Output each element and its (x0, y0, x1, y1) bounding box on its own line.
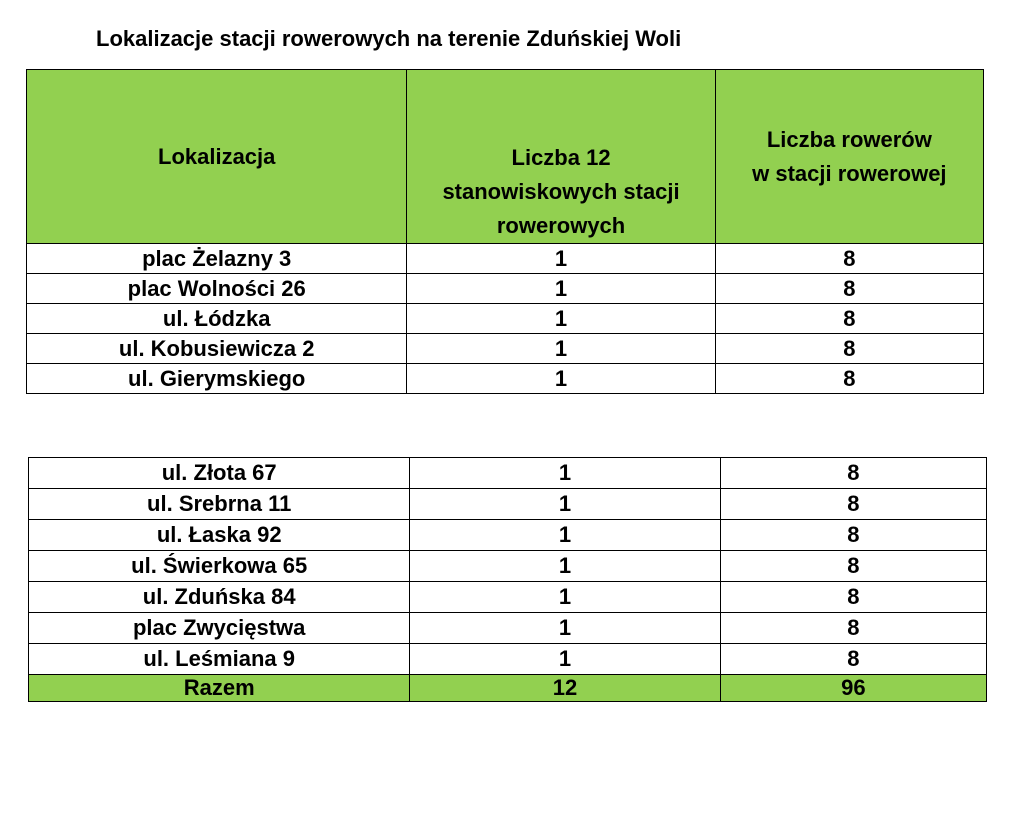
cell-stations: 1 (407, 244, 715, 274)
table-header-row (27, 70, 984, 244)
header-stations-line2: stanowiskowych stacji (442, 179, 680, 204)
cell-bikes: 8 (715, 274, 983, 304)
cell-bikes: 8 (720, 458, 986, 489)
cell-bikes: 8 (715, 334, 983, 364)
cell-stations: 1 (407, 334, 715, 364)
cell-bikes: 8 (720, 613, 986, 644)
cell-bikes: 8 (715, 364, 983, 394)
table-row (27, 274, 984, 304)
cell-bikes: 8 (720, 644, 986, 675)
cell-bikes: 8 (720, 520, 986, 551)
total-stations: 12 (410, 675, 720, 702)
table-row (29, 489, 987, 520)
total-label: Razem (29, 675, 410, 702)
stations-table-bottom (28, 457, 987, 702)
header-location (27, 70, 407, 244)
table-row (29, 520, 987, 551)
cell-location: ul. Gierymskiego (27, 364, 407, 394)
cell-bikes: 8 (720, 582, 986, 613)
page-title: Lokalizacje stacji rowerowych na terenie Zduńskiej Woli (96, 26, 682, 51)
cell-stations: 1 (410, 458, 720, 489)
header-bikes-line1: Liczba rowerów (766, 126, 932, 152)
cell-stations: 1 (410, 489, 720, 520)
table-row (27, 304, 984, 334)
cell-bikes: 8 (715, 304, 983, 334)
cell-location: ul. Kobusiewicza 2 (27, 334, 407, 364)
header-location-label: Lokalizacja (158, 143, 276, 169)
cell-location: ul. Łaska 92 (29, 520, 410, 551)
total-row (29, 675, 987, 702)
cell-location: ul. Łódzka (27, 304, 407, 334)
header-bikes (715, 70, 983, 244)
cell-stations: 1 (410, 582, 720, 613)
table-row (27, 364, 984, 394)
cell-location: ul. Srebrna 11 (29, 489, 410, 520)
cell-location: ul. Leśmiana 9 (29, 644, 410, 675)
stations-table-top (26, 69, 984, 394)
cell-stations: 1 (410, 613, 720, 644)
table-row (27, 244, 984, 274)
table-row (29, 644, 987, 675)
cell-stations: 1 (410, 520, 720, 551)
cell-location: plac Wolności 26 (27, 274, 407, 304)
cell-stations: 1 (407, 304, 715, 334)
cell-stations: 1 (407, 274, 715, 304)
cell-location: ul. Zduńska 84 (29, 582, 410, 613)
cell-stations: 1 (407, 364, 715, 394)
table-row (29, 458, 987, 489)
total-bikes: 96 (720, 675, 986, 702)
header-bikes-line2: w stacji rowerowej (752, 160, 947, 186)
header-stations-line3: rowerowych (496, 213, 626, 238)
cell-location: ul. Złota 67 (29, 458, 410, 489)
table-row (29, 582, 987, 613)
header-stations-line1: Liczba 12 (511, 145, 611, 170)
cell-location: plac Zwycięstwa (29, 613, 410, 644)
table-row (27, 334, 984, 364)
cell-stations: 1 (410, 551, 720, 582)
cell-bikes: 8 (715, 244, 983, 274)
cell-bikes: 8 (720, 551, 986, 582)
header-stations (407, 70, 715, 244)
cell-location: ul. Świerkowa 65 (29, 551, 410, 582)
table-row (29, 551, 987, 582)
cell-stations: 1 (410, 644, 720, 675)
table-row (29, 613, 987, 644)
cell-location: plac Żelazny 3 (27, 244, 407, 274)
cell-bikes: 8 (720, 489, 986, 520)
